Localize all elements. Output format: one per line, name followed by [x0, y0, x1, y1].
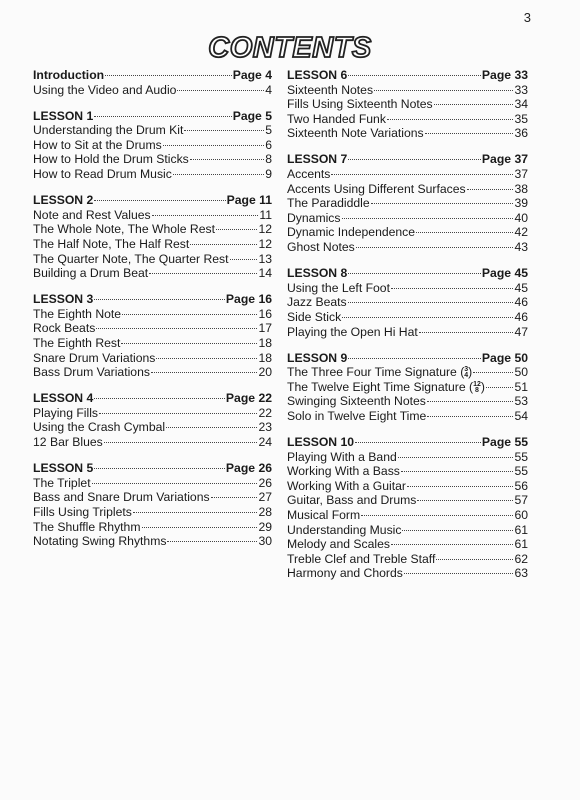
toc-entry	[33, 476, 272, 491]
lesson-title: LESSON 1	[33, 108, 94, 123]
toc-entry	[287, 394, 528, 409]
entry-page: 16	[258, 306, 272, 321]
toc-lesson-heading	[287, 152, 528, 167]
dot-leader	[348, 358, 481, 359]
entry-page: 38	[514, 181, 528, 196]
entry-page: 51	[514, 379, 528, 394]
entry-page: 33	[514, 82, 528, 97]
dot-leader	[348, 273, 481, 274]
entry-title: Understanding the Drum Kit	[33, 123, 184, 138]
toc-entry	[33, 505, 272, 520]
dot-leader	[167, 541, 257, 542]
entry-page: 57	[514, 493, 528, 508]
dot-leader	[94, 299, 225, 300]
entry-page: 39	[514, 196, 528, 211]
entry-title: Dynamic Independence	[287, 225, 416, 240]
entry-page: 55	[514, 449, 528, 464]
dot-leader	[427, 401, 514, 402]
dot-leader	[427, 416, 513, 417]
entry-title: The Whole Note, The Whole Rest	[33, 222, 215, 237]
toc-section	[33, 292, 272, 380]
lesson-title: LESSON 10	[287, 435, 355, 450]
entry-title: Fills Using Triplets	[33, 504, 132, 519]
toc-entry	[287, 365, 528, 380]
dot-leader	[404, 573, 514, 574]
lesson-page: Page 50	[481, 350, 528, 365]
lesson-page: Page 16	[225, 292, 272, 307]
lesson-title: LESSON 5	[33, 461, 94, 476]
entry-page: 36	[514, 126, 528, 141]
dot-leader	[425, 133, 514, 134]
entry-title: Solo in Twelve Eight Time	[287, 408, 427, 423]
entry-title: Using the Left Foot	[287, 280, 390, 295]
dot-leader	[121, 343, 257, 344]
toc-section	[33, 109, 272, 182]
entry-page: 53	[514, 394, 528, 409]
entry-page: 56	[514, 478, 528, 493]
dot-leader	[190, 159, 264, 160]
entry-title: Notating Swing Rhythms	[33, 534, 167, 549]
dot-leader	[151, 372, 257, 373]
entry-page: 46	[514, 295, 528, 310]
entry-title: The Eighth Note	[33, 306, 122, 321]
dot-leader	[173, 174, 264, 175]
toc-entry	[287, 479, 528, 494]
toc-entry	[287, 523, 528, 538]
dot-leader	[467, 189, 514, 190]
dot-leader	[342, 218, 514, 219]
dot-leader	[211, 497, 258, 498]
entry-title: How to Sit at the Drums	[33, 137, 162, 152]
dot-leader	[163, 145, 265, 146]
lesson-title: LESSON 6	[287, 68, 348, 82]
toc-entry	[287, 566, 528, 581]
toc-entry	[33, 321, 272, 336]
toc-lesson-heading	[33, 68, 272, 83]
toc-lesson-heading	[287, 351, 528, 366]
dot-leader	[348, 75, 481, 76]
entry-title: Ghost Notes	[287, 240, 355, 255]
entry-title: Using the Video and Audio	[33, 82, 177, 97]
dot-leader	[331, 174, 513, 175]
entry-title: The Three Four Time Signature ( 3 4 )	[287, 365, 473, 380]
entry-title: Note and Rest Values	[33, 207, 151, 222]
page-title: CONTENTS	[208, 32, 372, 64]
dot-leader	[149, 273, 257, 274]
time-signature-icon: 3 4	[464, 365, 469, 379]
entry-page: 14	[258, 266, 272, 281]
lesson-title: LESSON 7	[287, 152, 348, 167]
toc-entry	[33, 351, 272, 366]
entry-page: 13	[258, 251, 272, 266]
dot-leader	[133, 512, 258, 513]
entry-page: 4	[265, 82, 272, 97]
entry-title: How to Read Drum Music	[33, 167, 172, 182]
entry-page: 27	[258, 490, 272, 505]
entry-title: Guitar, Bass and Drums	[287, 493, 417, 508]
entry-page: 8	[265, 152, 272, 167]
toc-entry	[287, 325, 528, 340]
lesson-title: LESSON 9	[287, 350, 348, 365]
toc-entry	[287, 380, 528, 395]
dot-leader	[473, 372, 513, 373]
dot-leader	[94, 116, 231, 117]
toc-entry	[287, 450, 528, 465]
dot-leader	[122, 314, 257, 315]
entry-title: Dynamics	[287, 210, 341, 225]
lesson-title: Introduction	[33, 68, 105, 82]
lesson-page: Page 37	[481, 152, 528, 167]
dot-leader	[417, 500, 513, 501]
dot-leader	[374, 90, 513, 91]
lesson-page: Page 4	[232, 68, 272, 82]
toc-entry	[33, 252, 272, 267]
entry-page: 20	[258, 365, 272, 380]
lesson-page: Page 26	[225, 461, 272, 476]
toc-section	[33, 68, 272, 97]
entry-page: 61	[514, 522, 528, 537]
entry-title: Harmony and Chords	[287, 566, 403, 581]
toc-entry	[33, 435, 272, 450]
entry-page: 22	[258, 405, 272, 420]
dot-leader	[230, 259, 258, 260]
dot-leader	[436, 559, 513, 560]
toc-lesson-heading	[33, 461, 272, 476]
entry-title: Snare Drum Variations	[33, 350, 156, 365]
lesson-page: Page 11	[226, 193, 272, 208]
entry-title: The Shuffle Rhythm	[33, 519, 141, 534]
dot-leader	[177, 90, 264, 91]
toc-section	[287, 152, 528, 254]
dot-leader	[486, 387, 514, 388]
entry-page: 35	[514, 111, 528, 126]
dot-leader	[355, 442, 481, 443]
entry-page: 45	[514, 280, 528, 295]
entry-title: Bass and Snare Drum Variations	[33, 490, 210, 505]
entry-page: 17	[258, 321, 272, 336]
toc-entry	[33, 123, 272, 138]
entry-title: Sixteenth Notes	[287, 82, 374, 97]
entry-title: The Eighth Rest	[33, 336, 121, 350]
dot-leader	[99, 413, 257, 414]
dot-leader	[92, 483, 258, 484]
entry-page: 60	[514, 508, 528, 523]
entry-page: 9	[265, 167, 272, 182]
toc-entry	[33, 152, 272, 167]
entry-page: 12	[258, 236, 272, 251]
entry-title: Playing Fills	[33, 405, 99, 420]
entry-title: Musical Form	[287, 508, 361, 523]
lesson-title: LESSON 8	[287, 266, 348, 281]
entry-page: 43	[514, 240, 528, 255]
dot-leader	[142, 527, 258, 528]
lesson-title: LESSON 2	[33, 193, 94, 208]
lesson-title: LESSON 4	[33, 391, 94, 406]
entry-title: How to Hold the Drum Sticks	[33, 152, 189, 167]
toc-entry	[287, 240, 528, 255]
toc-entry	[287, 182, 528, 197]
toc-section	[287, 435, 528, 581]
dot-leader	[184, 130, 264, 131]
lesson-title: LESSON 3	[33, 292, 94, 307]
toc-entry	[33, 83, 272, 98]
dot-leader	[342, 317, 513, 318]
entry-title: Understanding Music	[287, 522, 402, 537]
entry-title: Fills Using Sixteenth Notes	[287, 97, 433, 112]
toc-entry	[287, 97, 528, 112]
dot-leader	[348, 159, 481, 160]
toc-lesson-heading	[33, 193, 272, 208]
entry-title: The Half Note, The Half Rest	[33, 236, 190, 251]
entry-page: 37	[514, 167, 528, 182]
dot-leader	[434, 104, 514, 105]
toc-section	[287, 351, 528, 424]
entry-page: 18	[258, 336, 272, 350]
toc-entry	[33, 336, 272, 351]
toc-entry	[287, 310, 528, 325]
dot-leader	[416, 232, 513, 233]
toc-entry	[33, 167, 272, 182]
toc-entry	[33, 520, 272, 535]
entry-title: Working With a Bass	[287, 464, 400, 479]
dot-leader	[216, 229, 257, 230]
entry-title: 12 Bar Blues	[33, 435, 103, 450]
toc-entry	[287, 295, 528, 310]
entry-page: 26	[258, 475, 272, 490]
entry-title: Treble Clef and Treble Staff	[287, 551, 436, 566]
entry-page: 54	[514, 408, 528, 423]
entry-page: 5	[265, 123, 272, 138]
toc-section	[287, 266, 528, 339]
toc-lesson-heading	[287, 435, 528, 450]
dot-leader	[356, 247, 514, 248]
entry-title: Building a Drum Beat	[33, 266, 149, 281]
toc-entry	[33, 420, 272, 435]
toc-entry	[287, 83, 528, 98]
entry-title: Using the Crash Cymbal	[33, 420, 166, 435]
entry-title: The Twelve Eight Time Signature ( 12 8 )	[287, 379, 485, 394]
entry-title: Swinging Sixteenth Notes	[287, 394, 426, 409]
time-signature-icon: 12 8	[473, 380, 481, 394]
toc-entry	[287, 537, 528, 552]
entry-page: 40	[514, 210, 528, 225]
entry-title: Playing the Open Hi Hat	[287, 324, 418, 339]
entry-page: 50	[514, 365, 528, 380]
toc-entry	[287, 225, 528, 240]
toc-lesson-heading	[287, 68, 528, 83]
toc-section	[287, 68, 528, 141]
toc-entry	[287, 552, 528, 567]
dot-leader	[166, 427, 257, 428]
toc-entry	[287, 464, 528, 479]
dot-leader	[94, 200, 225, 201]
entry-page: 34	[514, 97, 528, 112]
toc-section	[33, 193, 272, 281]
dot-leader	[402, 530, 513, 531]
toc-lesson-heading	[33, 391, 272, 406]
toc-entry	[287, 211, 528, 226]
toc-entry	[33, 237, 272, 252]
dot-leader	[371, 203, 514, 204]
entry-title: Rock Beats	[33, 321, 96, 336]
entry-title: Jazz Beats	[287, 295, 347, 310]
toc-entry	[33, 534, 272, 549]
dot-leader	[94, 398, 225, 399]
toc-right-column	[287, 68, 528, 593]
toc-entry	[287, 508, 528, 523]
toc-entry	[33, 138, 272, 153]
dot-leader	[105, 75, 232, 76]
toc-entry	[33, 266, 272, 281]
dot-leader	[152, 215, 259, 216]
lesson-page: Page 5	[232, 108, 272, 123]
toc-section	[33, 461, 272, 549]
entry-page: 55	[514, 464, 528, 479]
toc-entry	[33, 307, 272, 322]
toc-lesson-heading	[287, 266, 528, 281]
entry-page: 24	[258, 435, 272, 450]
dot-leader	[391, 288, 513, 289]
entry-page: 42	[514, 225, 528, 240]
toc-lesson-heading	[33, 292, 272, 307]
entry-title: The Triplet	[33, 475, 91, 490]
toc-entry	[33, 406, 272, 421]
entry-page: 29	[258, 519, 272, 534]
dot-leader	[348, 302, 514, 303]
entry-title: Accents	[287, 167, 331, 182]
entry-title: Accents Using Different Surfaces	[287, 181, 466, 196]
dot-leader	[419, 332, 514, 333]
lesson-page: Page 33	[481, 68, 528, 82]
toc-entry	[33, 490, 272, 505]
toc-entry	[287, 126, 528, 141]
toc-entry	[287, 112, 528, 127]
toc-entry	[33, 208, 272, 223]
entry-title: Two Handed Funk	[287, 111, 386, 126]
entry-page: 12	[258, 222, 272, 237]
toc-entry	[287, 167, 528, 182]
entry-title: Side Stick	[287, 309, 342, 324]
entry-title: The Paradiddle	[287, 196, 370, 211]
dot-leader	[401, 471, 514, 472]
entry-title: Melody and Scales	[287, 537, 390, 552]
toc-section	[33, 391, 272, 449]
entry-page: 11	[259, 207, 272, 222]
dot-leader	[361, 515, 513, 516]
dot-leader	[94, 468, 225, 469]
entry-page: 46	[514, 309, 528, 324]
entry-title: Working With a Guitar	[287, 478, 406, 493]
entry-page: 62	[514, 551, 528, 566]
entry-page: 23	[258, 420, 272, 435]
entry-title: Sixteenth Note Variations	[287, 126, 424, 141]
entry-page: 18	[258, 350, 272, 365]
toc-left-column	[33, 68, 272, 560]
entry-page: 30	[258, 534, 272, 549]
entry-page: 63	[514, 566, 528, 581]
entry-page: 28	[258, 504, 272, 519]
lesson-page: Page 45	[481, 266, 528, 281]
toc-entry	[33, 222, 272, 237]
dot-leader	[391, 544, 513, 545]
entry-page: 6	[265, 137, 272, 152]
dot-leader	[190, 244, 257, 245]
toc-entry	[287, 281, 528, 296]
lesson-page: Page 55	[481, 435, 528, 450]
page-number: 3	[523, 10, 531, 25]
entry-page: 61	[514, 537, 528, 552]
toc-entry	[287, 493, 528, 508]
lesson-page: Page 22	[225, 391, 272, 406]
toc-entry	[33, 365, 272, 380]
entry-title: The Quarter Note, The Quarter Rest	[33, 251, 229, 266]
dot-leader	[407, 486, 513, 487]
entry-page: 47	[514, 324, 528, 339]
entry-title: Bass Drum Variations	[33, 365, 150, 380]
dot-leader	[387, 119, 514, 120]
toc-entry	[287, 196, 528, 211]
dot-leader	[104, 442, 258, 443]
dot-leader	[96, 328, 257, 329]
entry-title: Playing With a Band	[287, 449, 397, 464]
dot-leader	[398, 457, 514, 458]
toc-entry	[287, 409, 528, 424]
dot-leader	[156, 358, 257, 359]
toc-lesson-heading	[33, 109, 272, 124]
